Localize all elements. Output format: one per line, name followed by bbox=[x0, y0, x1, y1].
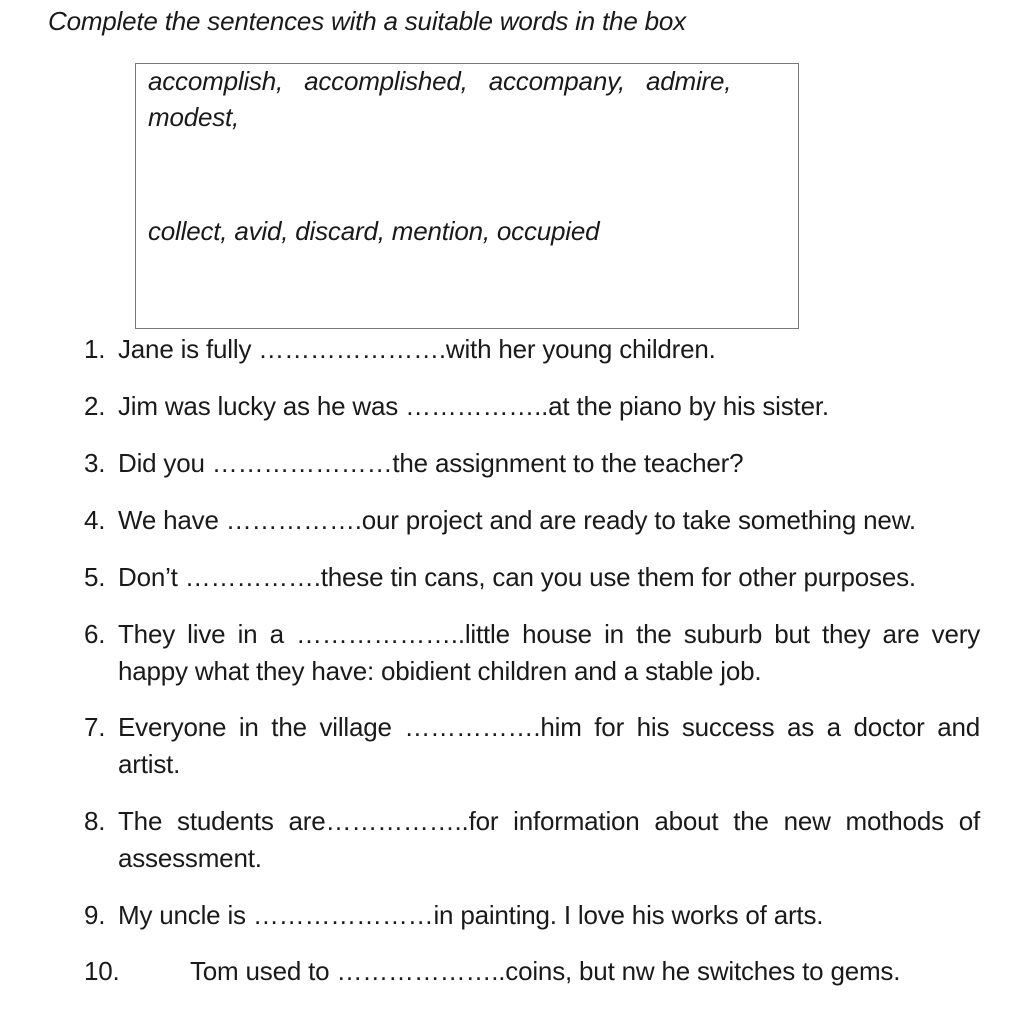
question-item bbox=[84, 445, 984, 485]
question-item bbox=[84, 953, 984, 993]
word-box-line-3: collect, avid, discard, mention, occupied bbox=[148, 216, 600, 246]
question-text: My uncle is …………………in painting. I love his works of arts. bbox=[118, 900, 824, 930]
question-number: 7. bbox=[84, 712, 106, 742]
question-item bbox=[84, 331, 984, 371]
question-number: 4. bbox=[84, 505, 106, 535]
question-text: The students are……………..for information about the new mothods of assessment. bbox=[118, 806, 980, 873]
question-number: 8. bbox=[84, 806, 106, 836]
question-text: Did you …………………the assignment to the teacher? bbox=[118, 448, 744, 478]
question-text: Jim was lucky as he was ……………..at the piano by his sister. bbox=[118, 391, 829, 421]
word-box-line-1: accomplish, accomplished, accompany, admire, bbox=[148, 66, 732, 96]
question-number: 2. bbox=[84, 391, 106, 421]
question-number: 6. bbox=[84, 619, 106, 649]
question-item bbox=[84, 616, 984, 694]
question-item bbox=[84, 388, 984, 428]
question-number: 5. bbox=[84, 562, 106, 592]
question-number: 10. bbox=[84, 956, 120, 986]
question-number: 9. bbox=[84, 900, 106, 930]
question-text: Tom used to ………………..coins, but nw he switches to gems. bbox=[190, 956, 901, 986]
question-text: Don’t …………….these tin cans, can you use them for other purposes. bbox=[118, 562, 916, 592]
question-item bbox=[84, 502, 984, 542]
instruction-heading: Complete the sentences with a suitable words in the box bbox=[48, 6, 686, 36]
question-item bbox=[84, 803, 984, 881]
question-item bbox=[84, 559, 984, 599]
question-number: 3. bbox=[84, 448, 106, 478]
question-item bbox=[84, 709, 984, 787]
question-text: They live in a ………………..little house in the suburb but they are very happy what they have: obidient children and a stable job. bbox=[118, 619, 980, 686]
question-text: We have …………….our project and are ready to take something new. bbox=[118, 505, 916, 535]
question-text: Everyone in the village …………….him for his success as a doctor and artist. bbox=[118, 712, 980, 779]
question-text: Jane is fully ………………….with her young children. bbox=[118, 334, 716, 364]
question-item bbox=[84, 897, 984, 937]
question-number: 1. bbox=[84, 334, 106, 364]
word-box-line-2: modest, bbox=[148, 102, 240, 132]
